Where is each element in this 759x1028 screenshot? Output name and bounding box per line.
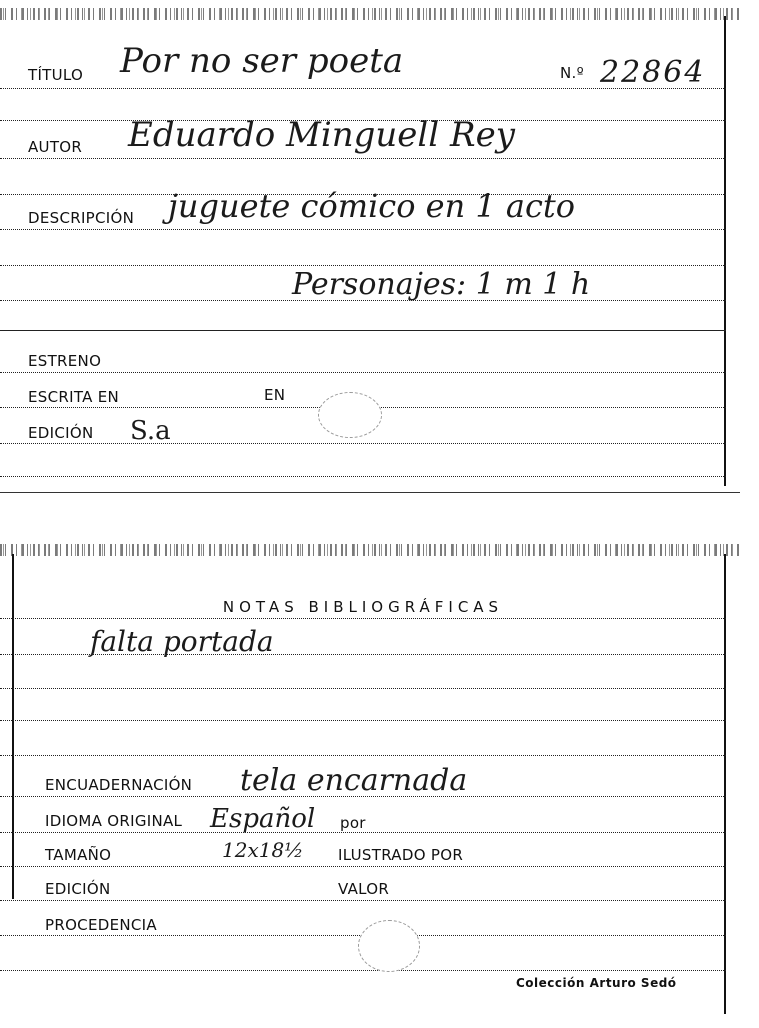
personajes-value: Personajes: 1 m 1 h (292, 267, 591, 302)
rule (0, 618, 726, 619)
numero-value: 22864 (600, 55, 706, 90)
escrita-en-label: ESCRITA EN (28, 388, 120, 406)
catalog-card-bottom (0, 540, 740, 1028)
rule (0, 688, 726, 689)
descripcion-value: juguete cómico en 1 acto (168, 187, 576, 225)
punch-hole (358, 920, 420, 972)
idioma-label: IDIOMA ORIGINAL (45, 812, 183, 830)
card-border-right (724, 554, 726, 1014)
por-label: por (340, 814, 366, 832)
notas-title: NOTAS BIBLIOGRÁFICAS (222, 598, 504, 616)
edicion-rule-bottom (0, 900, 726, 901)
procedencia-label: PROCEDENCIA (45, 916, 157, 934)
valor-label: VALOR (338, 880, 390, 898)
autor-rule (0, 158, 726, 159)
titulo-value: Por no ser poeta (120, 41, 404, 81)
descripcion-rule (0, 229, 726, 230)
titulo-rule (0, 88, 726, 89)
tamano-label: TAMAÑO (45, 846, 112, 864)
idioma-value: Español (210, 804, 316, 834)
edicion-label-bottom: EDICIÓN (45, 880, 111, 898)
rule (0, 970, 726, 971)
tamano-value: 12x18½ (222, 838, 304, 862)
punch-hole (318, 392, 382, 438)
autor-value: Eduardo Minguell Rey (128, 115, 515, 155)
rule (0, 476, 726, 477)
personajes-rule (0, 300, 726, 301)
rule (0, 720, 726, 721)
numero-label: N.º (560, 64, 584, 82)
card-bottom-edge (0, 492, 740, 493)
en-label: EN (264, 386, 286, 404)
card-torn-edge (0, 544, 740, 556)
ilustrado-label: ILUSTRADO POR (338, 846, 464, 864)
edicion-label: EDICIÓN (28, 424, 94, 442)
tamano-rule (0, 866, 726, 867)
descripcion-label: DESCRIPCIÓN (28, 209, 135, 227)
encuadernacion-value: tela encarnada (240, 763, 468, 798)
encuadernacion-rule (0, 796, 726, 797)
autor-label: AUTOR (28, 138, 83, 156)
estreno-rule (0, 372, 726, 373)
rule (0, 755, 726, 756)
rule (0, 265, 726, 266)
coleccion-footer: Colección Arturo Sedó (516, 976, 677, 990)
notas-value: falta portada (90, 625, 274, 658)
titulo-label: TÍTULO (28, 66, 84, 84)
encuadernacion-label: ENCUADERNACIÓN (45, 776, 193, 794)
catalog-card-top (0, 0, 740, 495)
idioma-rule (0, 832, 726, 833)
card-torn-edge (0, 8, 740, 20)
rule (0, 330, 726, 331)
notas-rule (0, 654, 726, 655)
edicion-rule (0, 443, 726, 444)
edicion-value: S.a (130, 416, 171, 446)
card-border-right (724, 16, 726, 486)
estreno-label: ESTRENO (28, 352, 102, 370)
